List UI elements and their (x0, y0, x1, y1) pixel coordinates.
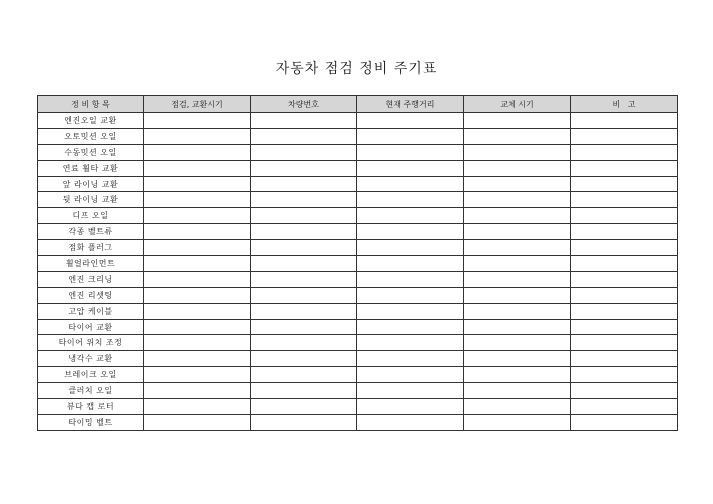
column-header-item: 정 비 항 목 (38, 96, 144, 113)
remarks-cell[interactable] (571, 256, 678, 272)
remarks-cell[interactable] (571, 271, 678, 287)
maintenance-item-label: 디프 오일 (38, 208, 144, 224)
interval-cell[interactable] (144, 128, 251, 144)
replacement-time-cell[interactable] (464, 367, 571, 383)
remarks-cell[interactable] (571, 351, 678, 367)
remarks-cell[interactable] (571, 113, 678, 129)
column-header-current-mileage: 현재 주행거리 (357, 96, 464, 113)
maintenance-item-label: 앞 라이닝 교환 (38, 176, 144, 192)
table-row (38, 351, 678, 367)
vehicle-number-cell[interactable] (251, 351, 357, 367)
replacement-time-cell[interactable] (464, 113, 571, 129)
replacement-time-cell[interactable] (464, 271, 571, 287)
interval-cell[interactable] (144, 176, 251, 192)
interval-cell[interactable] (144, 319, 251, 335)
vehicle-number-cell[interactable] (251, 208, 357, 224)
table-row (38, 335, 678, 351)
maintenance-item-label: 엔진오일 교환 (38, 113, 144, 129)
replacement-time-cell[interactable] (464, 144, 571, 160)
current-mileage-cell[interactable] (357, 256, 464, 272)
replacement-time-cell[interactable] (464, 399, 571, 415)
current-mileage-cell[interactable] (357, 287, 464, 303)
replacement-time-cell[interactable] (464, 240, 571, 256)
current-mileage-cell[interactable] (357, 414, 464, 430)
current-mileage-cell[interactable] (357, 160, 464, 176)
table-row (38, 256, 678, 272)
column-header-vehicle-number: 차량번호 (251, 96, 357, 113)
interval-cell[interactable] (144, 303, 251, 319)
remarks-cell[interactable] (571, 144, 678, 160)
vehicle-number-cell[interactable] (251, 303, 357, 319)
replacement-time-cell[interactable] (464, 335, 571, 351)
interval-cell[interactable] (144, 144, 251, 160)
maintenance-item-label: 타이밍 벨트 (38, 414, 144, 430)
document-title: 자동차 점검 정비 주기표 (275, 61, 438, 77)
interval-cell[interactable] (144, 335, 251, 351)
vehicle-number-cell[interactable] (251, 256, 357, 272)
maintenance-schedule-table (37, 95, 678, 431)
maintenance-item-label: 타이어 교환 (38, 319, 144, 335)
remarks-cell[interactable] (571, 319, 678, 335)
remarks-cell[interactable] (571, 192, 678, 208)
replacement-time-cell[interactable] (464, 383, 571, 399)
vehicle-number-cell[interactable] (251, 128, 357, 144)
current-mileage-cell[interactable] (357, 335, 464, 351)
vehicle-number-cell[interactable] (251, 399, 357, 415)
interval-cell[interactable] (144, 192, 251, 208)
vehicle-number-cell[interactable] (251, 383, 357, 399)
maintenance-item-label: 냉각수 교환 (38, 351, 144, 367)
table-row (38, 240, 678, 256)
current-mileage-cell[interactable] (357, 128, 464, 144)
replacement-time-cell[interactable] (464, 128, 571, 144)
interval-cell[interactable] (144, 160, 251, 176)
remarks-cell[interactable] (571, 335, 678, 351)
table-row (38, 208, 678, 224)
current-mileage-cell[interactable] (357, 144, 464, 160)
table-row (38, 319, 678, 335)
maintenance-item-label: 각종 벨트류 (38, 224, 144, 240)
current-mileage-cell[interactable] (357, 351, 464, 367)
table-body (38, 113, 678, 431)
interval-cell[interactable] (144, 113, 251, 129)
remarks-cell[interactable] (571, 287, 678, 303)
table-row (38, 271, 678, 287)
maintenance-item-label: 수동밋션 오일 (38, 144, 144, 160)
maintenance-item-label: 오토밋션 오일 (38, 128, 144, 144)
interval-cell[interactable] (144, 399, 251, 415)
table-row (38, 192, 678, 208)
current-mileage-cell[interactable] (357, 303, 464, 319)
interval-cell[interactable] (144, 224, 251, 240)
interval-cell[interactable] (144, 383, 251, 399)
remarks-cell[interactable] (571, 367, 678, 383)
current-mileage-cell[interactable] (357, 399, 464, 415)
table-row (38, 383, 678, 399)
current-mileage-cell[interactable] (357, 113, 464, 129)
interval-cell[interactable] (144, 208, 251, 224)
remarks-cell[interactable] (571, 160, 678, 176)
current-mileage-cell[interactable] (357, 271, 464, 287)
vehicle-number-cell[interactable] (251, 224, 357, 240)
remarks-cell[interactable] (571, 240, 678, 256)
maintenance-item-label: 연료 휠타 교환 (38, 160, 144, 176)
replacement-time-cell[interactable] (464, 351, 571, 367)
table-row (38, 367, 678, 383)
remarks-cell[interactable] (571, 208, 678, 224)
interval-cell[interactable] (144, 287, 251, 303)
interval-cell[interactable] (144, 414, 251, 430)
replacement-time-cell[interactable] (464, 287, 571, 303)
interval-cell[interactable] (144, 240, 251, 256)
vehicle-number-cell[interactable] (251, 271, 357, 287)
table-row (38, 160, 678, 176)
replacement-time-cell[interactable] (464, 256, 571, 272)
remarks-cell[interactable] (571, 414, 678, 430)
replacement-time-cell[interactable] (464, 414, 571, 430)
replacement-time-cell[interactable] (464, 303, 571, 319)
vehicle-number-cell[interactable] (251, 414, 357, 430)
vehicle-number-cell[interactable] (251, 160, 357, 176)
vehicle-number-cell[interactable] (251, 192, 357, 208)
maintenance-item-label: 타이어 위치 조정 (38, 335, 144, 351)
vehicle-number-cell[interactable] (251, 113, 357, 129)
vehicle-number-cell[interactable] (251, 240, 357, 256)
current-mileage-cell[interactable] (357, 192, 464, 208)
replacement-time-cell[interactable] (464, 176, 571, 192)
table-row (38, 128, 678, 144)
remarks-cell[interactable] (571, 303, 678, 319)
maintenance-item-label: 클러치 오일 (38, 383, 144, 399)
column-header-replacement-time: 교체 시기 (464, 96, 571, 113)
vehicle-number-cell[interactable] (251, 319, 357, 335)
current-mileage-cell[interactable] (357, 367, 464, 383)
replacement-time-cell[interactable] (464, 319, 571, 335)
maintenance-item-label: 뒷 라이닝 교환 (38, 192, 144, 208)
table-row (38, 176, 678, 192)
table-row (38, 113, 678, 129)
vehicle-number-cell[interactable] (251, 335, 357, 351)
maintenance-item-label: 휠얼라인먼트 (38, 256, 144, 272)
remarks-cell[interactable] (571, 399, 678, 415)
vehicle-number-cell[interactable] (251, 176, 357, 192)
interval-cell[interactable] (144, 271, 251, 287)
current-mileage-cell[interactable] (357, 383, 464, 399)
table-row (38, 287, 678, 303)
current-mileage-cell[interactable] (357, 176, 464, 192)
maintenance-item-label: 엔진 리셋팅 (38, 287, 144, 303)
replacement-time-cell[interactable] (464, 160, 571, 176)
table-row (38, 414, 678, 430)
column-header-interval: 점검, 교환시기 (144, 96, 251, 113)
maintenance-item-label: 엔진 크리닝 (38, 271, 144, 287)
current-mileage-cell[interactable] (357, 240, 464, 256)
replacement-time-cell[interactable] (464, 192, 571, 208)
interval-cell[interactable] (144, 256, 251, 272)
current-mileage-cell[interactable] (357, 208, 464, 224)
remarks-cell[interactable] (571, 128, 678, 144)
current-mileage-cell[interactable] (357, 319, 464, 335)
remarks-cell[interactable] (571, 383, 678, 399)
header-row (38, 96, 678, 113)
table-row (38, 303, 678, 319)
maintenance-item-label: 고압 케이블 (38, 303, 144, 319)
table-row (38, 144, 678, 160)
table-row (38, 399, 678, 415)
replacement-time-cell[interactable] (464, 208, 571, 224)
remarks-cell[interactable] (571, 224, 678, 240)
remarks-cell[interactable] (571, 176, 678, 192)
current-mileage-cell[interactable] (357, 224, 464, 240)
vehicle-number-cell[interactable] (251, 144, 357, 160)
interval-cell[interactable] (144, 367, 251, 383)
vehicle-number-cell[interactable] (251, 287, 357, 303)
interval-cell[interactable] (144, 351, 251, 367)
column-header-remarks: 비 고 (571, 96, 678, 113)
maintenance-item-label: 브레이크 오일 (38, 367, 144, 383)
maintenance-item-label: 뷰다 캡 로터 (38, 399, 144, 415)
replacement-time-cell[interactable] (464, 224, 571, 240)
maintenance-item-label: 점화 플러그 (38, 240, 144, 256)
vehicle-number-cell[interactable] (251, 367, 357, 383)
table-row (38, 224, 678, 240)
